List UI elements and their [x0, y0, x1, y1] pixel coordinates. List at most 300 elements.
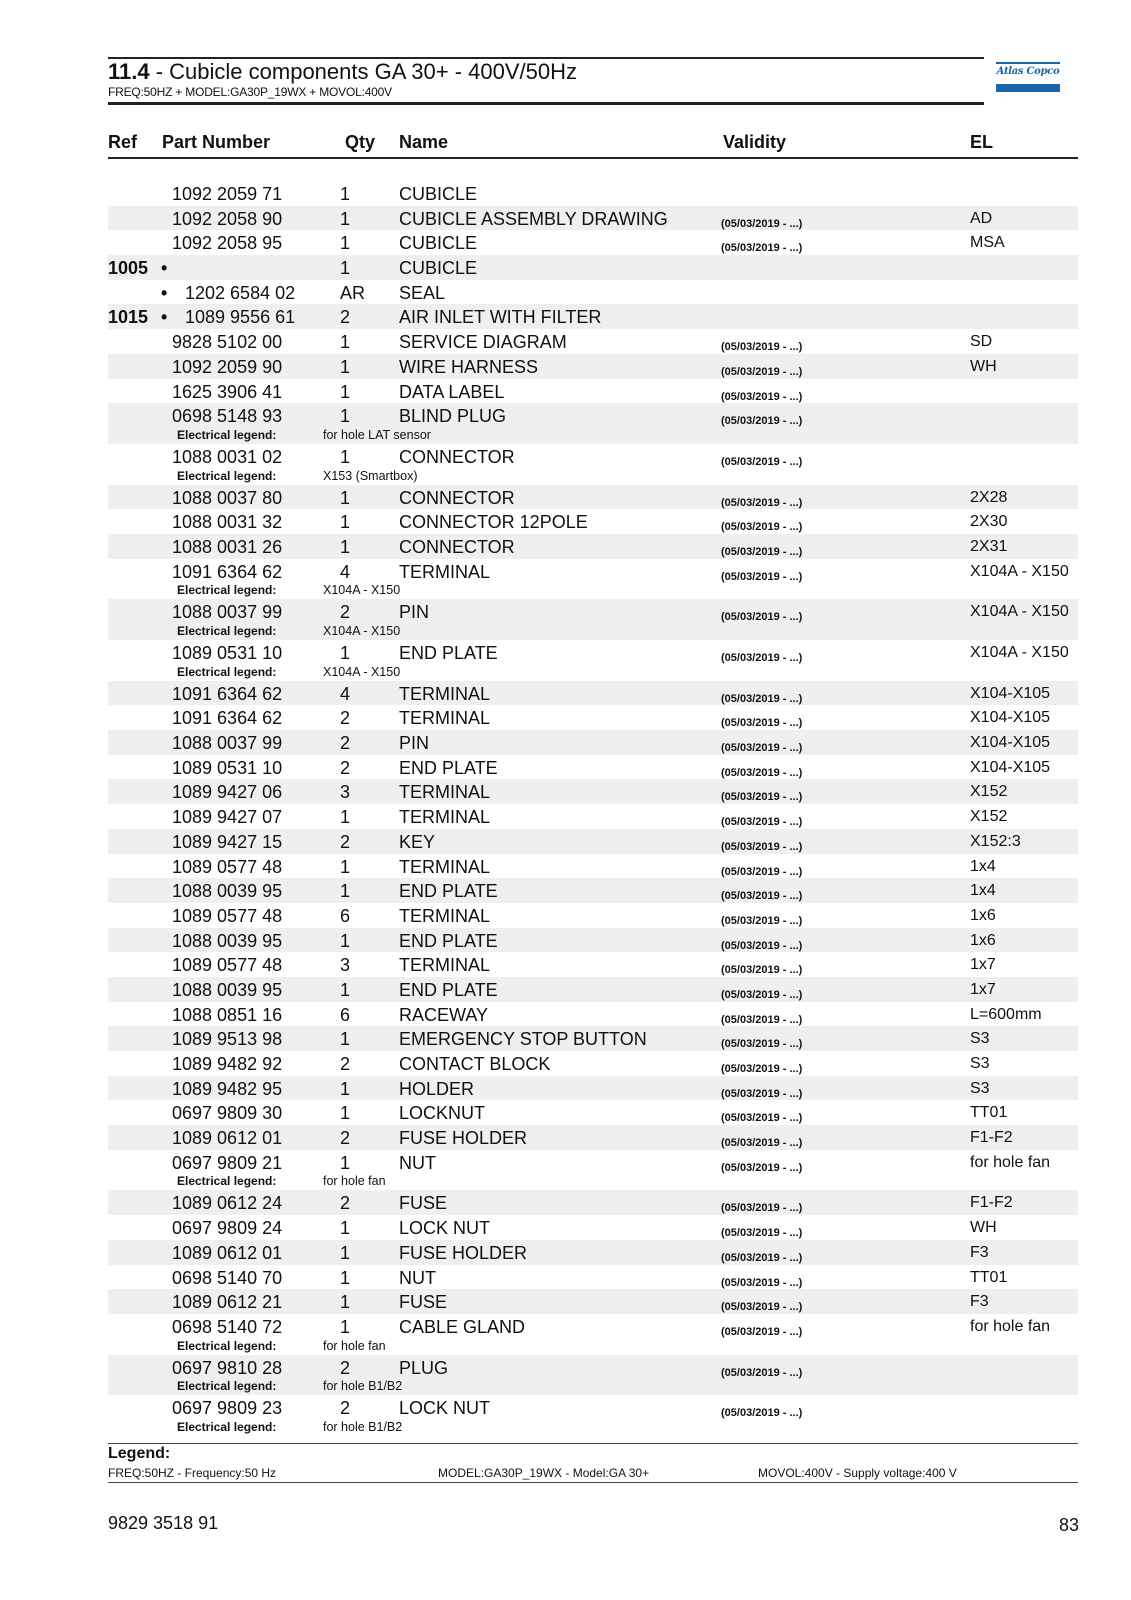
cell-name: TERMINAL	[399, 561, 491, 582]
cell-validity: (05/03/2019 - ...)	[721, 692, 803, 705]
cell-el: TT01	[970, 1104, 1008, 1122]
cell-ref: 1005	[108, 258, 149, 279]
cell-name: WIRE HARNESS	[399, 356, 539, 377]
cell-name: KEY	[399, 831, 436, 852]
table-row	[108, 1215, 1078, 1240]
table-row	[108, 534, 1078, 559]
row-main	[108, 1215, 1078, 1240]
cell-validity: (05/03/2019 - ...)	[721, 365, 803, 378]
cell-part-number: 1089 9427 15	[172, 831, 283, 852]
cell-name: LOCKNUT	[399, 1103, 486, 1124]
cell-el: for hole fan	[970, 1317, 1051, 1335]
electrical-legend-label: Electrical legend:	[177, 1174, 277, 1189]
cell-part-number: 1092 2059 71	[172, 184, 283, 204]
cell-el: F3	[970, 1293, 989, 1311]
row-main	[108, 379, 1078, 404]
cell-name: PIN	[399, 733, 430, 754]
cell-part-number: 1088 0031 32	[172, 512, 283, 533]
cell-qty: 1	[340, 643, 351, 663]
row-main	[108, 779, 1078, 804]
cell-part-number: 1089 9556 61	[185, 307, 296, 328]
table-row	[108, 730, 1078, 755]
logo-top-bar	[996, 62, 1060, 64]
cell-validity: (05/03/2019 - ...)	[721, 217, 803, 230]
table-row	[108, 444, 1078, 485]
cell-validity: (05/03/2019 - ...)	[721, 545, 803, 558]
electrical-legend-text: X104A - X150	[323, 583, 401, 598]
row-main	[108, 755, 1078, 780]
cell-name: END PLATE	[399, 930, 498, 951]
cell-el: F1-F2	[970, 1129, 1013, 1147]
cell-validity: (05/03/2019 - ...)	[721, 742, 803, 755]
cell-qty: 1	[340, 233, 351, 254]
cell-qty: 1	[340, 184, 351, 204]
cell-name: TERMINAL	[399, 807, 491, 828]
table-row	[108, 854, 1078, 879]
cell-validity: (05/03/2019 - ...)	[721, 890, 803, 903]
cell-name: BLIND PLUG	[399, 406, 507, 427]
logo-wordmark: Atlas Copco	[996, 66, 1060, 77]
cell-qty: 1	[340, 208, 351, 229]
cell-qty: 1	[340, 856, 351, 877]
cell-validity: (05/03/2019 - ...)	[721, 611, 803, 624]
row-main	[108, 681, 1078, 706]
electrical-legend-row	[108, 1379, 1078, 1395]
cell-validity: (05/03/2019 - ...)	[721, 496, 803, 509]
row-main	[108, 1265, 1078, 1290]
cell-qty: 2	[340, 1128, 351, 1149]
cell-qty: 4	[340, 561, 351, 582]
cell-qty: 2	[340, 1357, 351, 1378]
cell-validity: (05/03/2019 - ...)	[721, 415, 803, 428]
cell-part-number: 1091 6364 62	[172, 683, 283, 704]
cell-el: 1x7	[970, 980, 996, 998]
cell-name: END PLATE	[399, 881, 498, 902]
table-row	[108, 1240, 1078, 1265]
cell-el: for hole fan	[970, 1153, 1051, 1171]
legend-top-rule	[108, 1443, 1078, 1444]
atlas-copco-logo	[996, 62, 1060, 94]
cell-part-number: 1088 0037 99	[172, 733, 283, 754]
cell-el: X104A - X150	[970, 644, 1069, 661]
bullet-icon: •	[161, 282, 168, 303]
table-row	[108, 1051, 1078, 1076]
row-main	[108, 354, 1078, 379]
table-row	[108, 903, 1078, 928]
cell-validity: (05/03/2019 - ...)	[721, 914, 803, 927]
row-main	[108, 485, 1078, 510]
table-row	[108, 181, 1078, 206]
cell-validity: (05/03/2019 - ...)	[721, 939, 803, 952]
cell-qty: 1	[340, 979, 351, 1000]
row-main	[108, 1190, 1078, 1215]
cell-part-number: 1089 9513 98	[172, 1029, 283, 1050]
table-row	[108, 403, 1078, 444]
electrical-legend-label: Electrical legend:	[177, 583, 277, 598]
row-main	[108, 1100, 1078, 1125]
table-row	[108, 878, 1078, 903]
table-row	[108, 640, 1078, 681]
row-main	[108, 1240, 1078, 1265]
cell-name: PIN	[399, 602, 430, 623]
table-row	[108, 559, 1078, 600]
cell-part-number: 1091 6364 62	[172, 561, 283, 582]
cell-name: END PLATE	[399, 643, 498, 663]
cell-name: CABLE GLAND	[399, 1316, 526, 1337]
table-row	[108, 779, 1078, 804]
cell-qty: 1	[340, 406, 351, 427]
col-header-el: EL	[970, 132, 994, 152]
electrical-legend-label: Electrical legend:	[177, 664, 277, 679]
cell-qty: 2	[340, 1398, 351, 1419]
row-main	[108, 928, 1078, 953]
electrical-legend-text: for hole fan	[323, 1338, 386, 1353]
table-row	[108, 829, 1078, 854]
cell-validity: (05/03/2019 - ...)	[721, 341, 803, 354]
electrical-legend-row	[108, 1420, 1078, 1436]
page-title	[108, 60, 577, 84]
row-main	[108, 804, 1078, 829]
electrical-legend-text: X104A - X150	[323, 624, 401, 638]
electrical-legend-text: for hole LAT sensor	[323, 427, 431, 442]
cell-qty: 1	[340, 512, 351, 533]
cell-part-number: 1088 0037 99	[172, 602, 283, 623]
cell-name: TERMINAL	[399, 683, 491, 704]
cell-validity: (05/03/2019 - ...)	[721, 1325, 803, 1338]
electrical-legend-label: Electrical legend:	[177, 427, 277, 442]
page-subtitle: FREQ:50HZ + MODEL:GA30P_19WX + MOVOL:400V	[108, 85, 392, 99]
electrical-legend-row	[108, 1339, 1078, 1355]
row-main	[108, 403, 1078, 428]
cell-qty: 1	[340, 536, 351, 557]
cell-validity: (05/03/2019 - ...)	[721, 988, 803, 1001]
electrical-legend-row	[108, 583, 1078, 599]
cell-part-number: 1088 0039 95	[172, 979, 283, 1000]
cell-part-number: 0697 9810 28	[172, 1357, 283, 1378]
cell-part-number: 1089 0577 48	[172, 905, 283, 926]
cell-validity: (05/03/2019 - ...)	[721, 1407, 803, 1420]
cell-validity: (05/03/2019 - ...)	[721, 840, 803, 853]
row-main	[108, 444, 1078, 469]
cell-name: CONTACT BLOCK	[399, 1054, 551, 1074]
cell-el: 1x6	[970, 931, 996, 949]
table-row	[108, 1395, 1078, 1436]
cell-el: AD	[970, 209, 993, 227]
cell-name: NUT	[399, 1152, 436, 1173]
cell-el: F3	[970, 1243, 989, 1261]
cell-name: SERVICE DIAGRAM	[399, 332, 567, 353]
cell-name: LOCK NUT	[399, 1398, 491, 1419]
cell-name: NUT	[399, 1267, 436, 1288]
cell-validity: (05/03/2019 - ...)	[721, 1366, 803, 1379]
cell-el: 1x7	[970, 956, 996, 974]
cell-validity: (05/03/2019 - ...)	[721, 1063, 803, 1075]
table-row	[108, 255, 1078, 280]
row-main	[108, 304, 1078, 329]
cell-qty: AR	[340, 282, 366, 303]
cell-validity: (05/03/2019 - ...)	[721, 455, 803, 468]
table-row	[108, 379, 1078, 404]
cell-name: FUSE	[399, 1292, 448, 1313]
page-number: 83	[1058, 1515, 1079, 1535]
legend-item-model: MODEL:GA30P_19WX - Model:GA 30+	[438, 1466, 650, 1480]
table-row	[108, 977, 1078, 1002]
table-row	[108, 1355, 1078, 1396]
cell-part-number: 1202 6584 02	[185, 282, 296, 303]
parts-table	[108, 181, 1078, 1436]
cell-name: FUSE	[399, 1193, 448, 1214]
cell-validity: (05/03/2019 - ...)	[721, 1087, 803, 1100]
cell-name: TERMINAL	[399, 782, 491, 803]
row-main	[108, 878, 1078, 903]
cell-el: 2X30	[970, 513, 1008, 531]
cell-qty: 3	[340, 955, 351, 976]
cell-validity: (05/03/2019 - ...)	[721, 570, 803, 583]
cell-name: HOLDER	[399, 1078, 475, 1099]
cell-name: LOCK NUT	[399, 1218, 491, 1239]
cell-name: TERMINAL	[399, 856, 491, 877]
cell-name: CUBICLE	[399, 184, 478, 204]
cell-part-number: 1089 0577 48	[172, 856, 283, 877]
header-bottom-rule	[108, 102, 984, 105]
row-main	[108, 1395, 1078, 1420]
electrical-legend-row	[108, 428, 1078, 444]
electrical-legend-label: Electrical legend:	[177, 1419, 277, 1434]
cell-part-number: 1088 0031 02	[172, 446, 283, 467]
row-main	[108, 509, 1078, 534]
cell-part-number: 1088 0039 95	[172, 881, 283, 902]
cell-part-number: 1089 9427 06	[172, 782, 283, 803]
electrical-legend-row	[108, 1174, 1078, 1190]
row-main	[108, 977, 1078, 1002]
cell-qty: 1	[340, 1267, 351, 1288]
cell-qty: 2	[340, 708, 351, 729]
cell-validity: (05/03/2019 - ...)	[721, 1276, 803, 1289]
cell-qty: 1	[340, 807, 351, 828]
cell-validity: (05/03/2019 - ...)	[721, 1112, 803, 1125]
row-main	[108, 599, 1078, 624]
table-row	[108, 928, 1078, 953]
cell-el: TT01	[970, 1268, 1008, 1286]
cell-part-number: 1089 0612 24	[172, 1193, 283, 1214]
cell-el: X152:3	[970, 832, 1021, 850]
cell-el: L=600mm	[970, 1005, 1042, 1023]
row-main	[108, 829, 1078, 854]
cell-validity: (05/03/2019 - ...)	[721, 1161, 803, 1174]
cell-validity: (05/03/2019 - ...)	[721, 1038, 803, 1051]
cell-el: X152	[970, 808, 1008, 826]
table-row	[108, 804, 1078, 829]
cell-qty: 1	[340, 881, 351, 902]
cell-el: 1x4	[970, 857, 996, 875]
table-row	[108, 230, 1078, 255]
cell-ref: 1015	[108, 307, 149, 328]
col-header-part: Part Number	[162, 132, 271, 152]
cell-el: X104-X105	[970, 734, 1051, 752]
cell-name: CONNECTOR	[399, 446, 515, 467]
cell-qty: 1	[340, 1316, 351, 1337]
cell-part-number: 1089 9427 07	[172, 807, 283, 828]
cell-name: EMERGENCY STOP BUTTON	[399, 1029, 647, 1050]
legend-title: Legend:	[108, 1445, 171, 1462]
row-main	[108, 1355, 1078, 1380]
cell-validity: (05/03/2019 - ...)	[721, 652, 803, 664]
cell-qty: 1	[340, 332, 351, 353]
col-header-name: Name	[399, 132, 449, 152]
cell-part-number: 0697 9809 21	[172, 1152, 283, 1173]
table-row	[108, 509, 1078, 534]
table-row	[108, 354, 1078, 379]
table-row	[108, 1289, 1078, 1314]
cell-qty: 1	[340, 1218, 351, 1239]
table-row	[108, 681, 1078, 706]
electrical-legend-text: for hole B1/B2	[323, 1419, 403, 1434]
cell-el: 2X28	[970, 488, 1008, 506]
table-row	[108, 755, 1078, 780]
cell-el: X152	[970, 783, 1008, 801]
section-number: 11.4	[108, 59, 150, 84]
cell-validity: (05/03/2019 - ...)	[721, 521, 803, 534]
cell-validity: (05/03/2019 - ...)	[721, 1013, 803, 1026]
row-main	[108, 730, 1078, 755]
cell-qty: 2	[340, 307, 351, 328]
electrical-legend-text: X104A - X150	[323, 664, 401, 679]
cell-qty: 1	[340, 1103, 351, 1124]
row-main	[108, 1125, 1078, 1150]
electrical-legend-row	[108, 469, 1078, 485]
cell-name: CUBICLE	[399, 233, 478, 254]
cell-el: X104-X105	[970, 709, 1051, 727]
cell-qty: 2	[340, 757, 351, 778]
cell-validity: (05/03/2019 - ...)	[721, 390, 803, 403]
electrical-legend-label: Electrical legend:	[177, 1338, 277, 1353]
table-row	[108, 1314, 1078, 1355]
row-main	[108, 1051, 1078, 1076]
table-row	[108, 206, 1078, 231]
cell-qty: 1	[340, 1242, 351, 1263]
cell-el: S3	[970, 1079, 990, 1097]
table-row	[108, 1150, 1078, 1191]
row-main	[108, 1314, 1078, 1339]
cell-part-number: 1089 9482 92	[172, 1054, 283, 1074]
cell-part-number: 0698 5140 70	[172, 1267, 283, 1288]
cell-part-number: 1089 0612 21	[172, 1292, 283, 1313]
cell-name: AIR INLET WITH FILTER	[399, 307, 602, 328]
table-row	[108, 952, 1078, 977]
row-main	[108, 230, 1078, 255]
row-main	[108, 903, 1078, 928]
cell-qty: 1	[340, 356, 351, 377]
cell-part-number: 0697 9809 23	[172, 1398, 283, 1419]
cell-name: CUBICLE	[399, 258, 478, 279]
cell-qty: 1	[340, 1292, 351, 1313]
table-row	[108, 1100, 1078, 1125]
table-row	[108, 1125, 1078, 1150]
table-row	[108, 1002, 1078, 1027]
cell-part-number: 0698 5148 93	[172, 406, 283, 427]
cell-part-number: 1088 0039 95	[172, 930, 283, 951]
cell-part-number: 0697 9809 30	[172, 1103, 283, 1124]
cell-el: SD	[970, 333, 993, 351]
row-main	[108, 329, 1078, 354]
cell-el: X104-X105	[970, 758, 1051, 776]
electrical-legend-text: X153 (Smartbox)	[323, 468, 418, 483]
cell-name: SEAL	[399, 282, 446, 303]
cell-validity: (05/03/2019 - ...)	[721, 816, 803, 829]
cell-part-number: 1092 2059 90	[172, 356, 283, 377]
cell-validity: (05/03/2019 - ...)	[721, 1301, 803, 1314]
cell-el: X104-X105	[970, 684, 1051, 702]
cell-part-number: 1089 0612 01	[172, 1242, 283, 1263]
table-row	[108, 329, 1078, 354]
header-rule	[108, 157, 1078, 159]
cell-part-number: 1089 0531 10	[172, 757, 283, 778]
cell-qty: 3	[340, 782, 351, 803]
table-row	[108, 1190, 1078, 1215]
table-row	[108, 1265, 1078, 1290]
col-header-validity: Validity	[723, 132, 787, 152]
cell-part-number: 1625 3906 41	[172, 381, 283, 402]
legend-item-freq: FREQ:50HZ - Frequency:50 Hz	[108, 1466, 277, 1480]
cell-part-number: 0698 5140 72	[172, 1316, 283, 1337]
cell-name: FUSE HOLDER	[399, 1128, 528, 1149]
cell-name: CONNECTOR	[399, 536, 515, 557]
cell-part-number: 1092 2058 95	[172, 233, 283, 254]
row-main	[108, 854, 1078, 879]
cell-validity: (05/03/2019 - ...)	[721, 1202, 803, 1215]
cell-name: CONNECTOR 12POLE	[399, 512, 588, 533]
electrical-legend-label: Electrical legend:	[177, 1379, 277, 1394]
logo-bottom-bar	[996, 84, 1060, 92]
bullet-icon: •	[161, 258, 168, 279]
cell-part-number: 1089 9482 95	[172, 1078, 283, 1099]
table-row	[108, 280, 1078, 305]
row-main	[108, 1026, 1078, 1051]
cell-part-number: 1092 2058 90	[172, 208, 283, 229]
cell-name: END PLATE	[399, 757, 498, 778]
cell-part-number: 1088 0851 16	[172, 1004, 283, 1025]
cell-validity: (05/03/2019 - ...)	[721, 1227, 803, 1240]
cell-name: DATA LABEL	[399, 381, 505, 402]
cell-validity: (05/03/2019 - ...)	[721, 242, 803, 255]
row-main	[108, 1289, 1078, 1314]
cell-qty: 2	[340, 1193, 351, 1214]
cell-part-number: 9828 5102 00	[172, 332, 283, 353]
cell-qty: 2	[340, 831, 351, 852]
col-header-ref: Ref	[108, 132, 138, 152]
cell-qty: 1	[340, 381, 351, 402]
cell-qty: 6	[340, 1004, 351, 1025]
cell-qty: 1	[340, 258, 351, 279]
cell-qty: 1	[340, 1078, 351, 1099]
cell-qty: 4	[340, 683, 351, 704]
row-main	[108, 181, 1078, 206]
legend-bottom-rule	[108, 1482, 1078, 1483]
cell-name: TERMINAL	[399, 708, 491, 729]
row-main	[108, 640, 1078, 665]
cell-name: FUSE HOLDER	[399, 1242, 528, 1263]
electrical-legend-text: for hole B1/B2	[323, 1379, 403, 1394]
row-main	[108, 206, 1078, 231]
cell-validity: (05/03/2019 - ...)	[721, 717, 803, 730]
table-row	[108, 1076, 1078, 1101]
cell-qty: 2	[340, 602, 351, 623]
cell-part-number: 1089 0531 10	[172, 643, 283, 663]
cell-validity: (05/03/2019 - ...)	[721, 1137, 803, 1150]
cell-el: WH	[970, 357, 997, 375]
cell-validity: (05/03/2019 - ...)	[721, 865, 803, 878]
cell-validity: (05/03/2019 - ...)	[721, 1251, 803, 1264]
